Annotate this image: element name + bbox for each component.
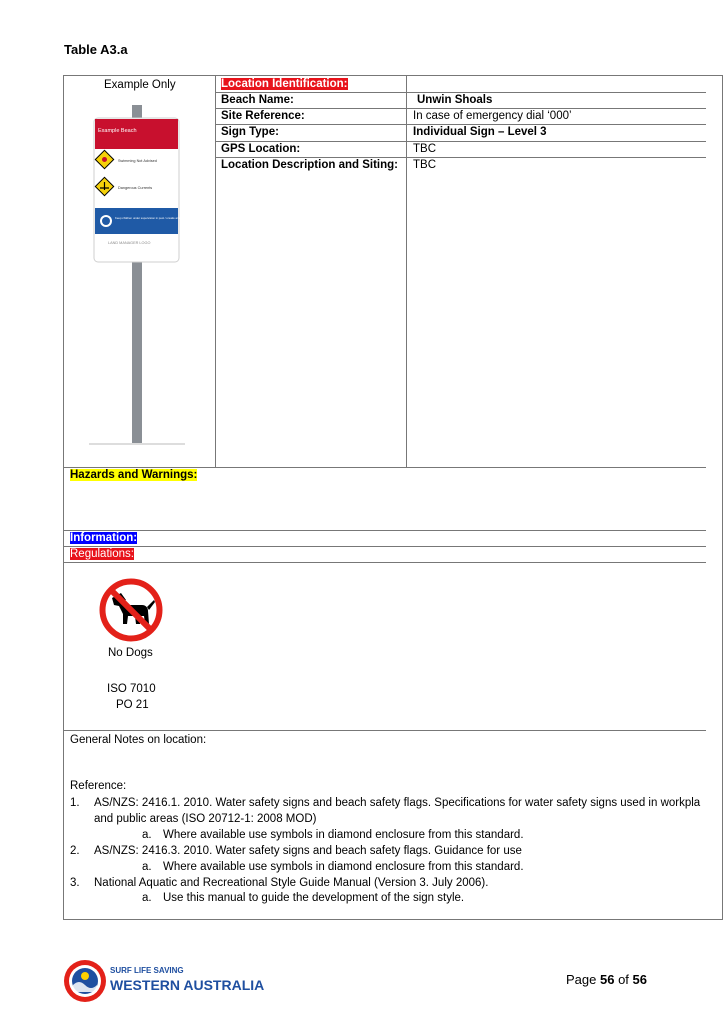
example-label: Example Only (104, 79, 176, 91)
example-sign-image (85, 105, 212, 450)
regulation-code: PO 21 (116, 699, 149, 711)
reference-2-note: Where available use symbols in diamond enclosure from this standard. (163, 861, 524, 873)
no-dogs-icon (99, 578, 163, 642)
row-divider (63, 530, 706, 531)
reference-1-note: Where available use symbols in diamond enclosure from this standard. (163, 829, 524, 841)
location-heading: Location Identification: (221, 78, 348, 90)
list-letter: a. (142, 861, 152, 873)
list-number: 1. (70, 797, 80, 809)
page-number: Page 56 of 56 (566, 972, 647, 987)
hazards-heading: Hazards and Warnings: (70, 469, 198, 481)
reference-2: AS/NZS: 2416.3. 2010. Water safety signs and beach safety flags. Guidance for use (94, 845, 522, 857)
reference-3-note: Use this manual to guide the development of the sign style. (163, 892, 465, 904)
list-number: 3. (70, 877, 80, 889)
reference-heading: Reference: (70, 780, 127, 792)
row-divider (63, 730, 706, 731)
reference-3: National Aquatic and Recreational Style Guide Manual (Version 3. July 2006). (94, 877, 489, 889)
warning-text-1: Swimming Not Advised (118, 159, 157, 163)
sign-footer-text: LAND MANAGER LOGO (108, 241, 151, 245)
no-dogs-label: No Dogs (108, 647, 153, 659)
gps-location-value: TBC (413, 143, 436, 155)
list-letter: a. (142, 892, 152, 904)
sign-info-text: Keep children under supervision in pool / unsafe around aquatic environments (115, 216, 212, 220)
regulation-standard: ISO 7010 (107, 683, 156, 695)
surf-life-saving-logo-icon (63, 959, 107, 1003)
sign-header-text: Example Beach (98, 128, 137, 134)
beach-name-label: Beach Name: (221, 94, 294, 106)
sign-type-label: Sign Type: (221, 126, 279, 138)
beach-name-value: Unwin Shoals (417, 94, 493, 106)
warning-text-2: Dangerous Currents (118, 186, 153, 190)
sign-type-value: Individual Sign – Level 3 (413, 126, 547, 138)
general-notes-label: General Notes on location: (70, 734, 207, 746)
regulations-heading: Regulations: (70, 548, 134, 560)
logo-text-bottom: WESTERN AUSTRALIA (110, 977, 265, 993)
row-divider (63, 562, 706, 563)
reference-1-continued: and public areas (ISO 20712-1: 2008 MOD) (94, 813, 317, 825)
row-divider (63, 546, 706, 547)
location-description-label: Location Description and Siting: (221, 159, 398, 171)
list-letter: a. (142, 829, 152, 841)
location-description-value: TBC (413, 159, 436, 171)
site-reference-label: Site Reference: (221, 110, 305, 122)
list-number: 2. (70, 845, 80, 857)
column-divider-1 (215, 75, 216, 467)
gps-location-label: GPS Location: (221, 143, 301, 155)
site-reference-value: In case of emergency dial ‘000’ (413, 110, 572, 122)
logo-text-top: SURF LIFE SAVING (110, 966, 184, 975)
page-title: Table A3.a (64, 42, 128, 57)
information-heading: Information: (70, 532, 138, 544)
column-divider-2 (406, 75, 407, 467)
reference-1: AS/NZS: 2416.1. 2010. Water safety signs and beach safety flags. Specifications for water safety signs used in workpla (94, 797, 701, 809)
sign-header-band (95, 119, 178, 149)
